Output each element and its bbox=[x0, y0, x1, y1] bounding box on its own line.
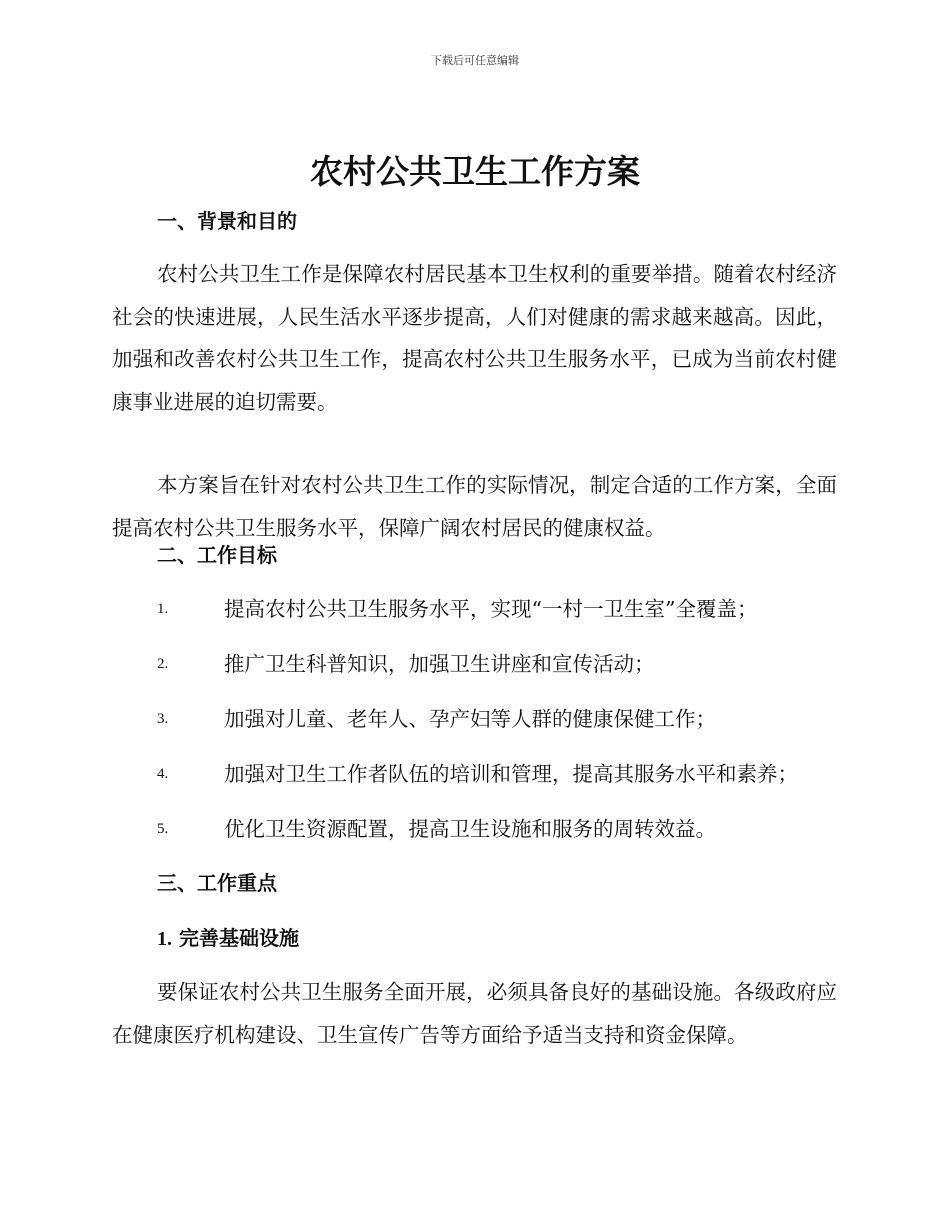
section-heading-focus: 三、工作重点 bbox=[157, 871, 277, 895]
paragraph-background-2: 本方案旨在针对农村公共卫生工作的实际情况，制定合适的工作方案，全面提高农村公共卫生服务水平，保障广阔农村居民的健康权益。 bbox=[112, 473, 837, 540]
goal-item-text: 推广卫生科普知识，加强卫生讲座和宣传活动； bbox=[224, 652, 655, 676]
goal-item bbox=[157, 704, 847, 734]
paragraph-background-1: 农村公共卫生工作是保障农村居民基本卫生权利的重要举措。随着农村经济社会的快速进展，人民生活水平逐步提高，人们对健康的需求越来越高。因此，加强和改善农村公共卫生工作，提高农村公共卫生服务水平，已成为当前农村健康事业进展的迫切需要。 bbox=[112, 262, 837, 414]
goal-item-text: 提高农村公共卫生服务水平，实现“一村一卫生室”全覆盖； bbox=[224, 597, 758, 621]
goal-item-text: 优化卫生资源配置，提高卫生设施和服务的周转效益。 bbox=[224, 817, 716, 841]
goal-item-number: 1. bbox=[157, 601, 169, 617]
subsection-heading-infrastructure bbox=[157, 924, 299, 953]
goal-item bbox=[157, 649, 847, 679]
goal-item-text: 加强对卫生工作者队伍的培训和管理，提高其服务水平和素养； bbox=[224, 762, 798, 786]
page-header: 下载后可任意编辑 bbox=[431, 54, 519, 67]
goal-item-number: 4. bbox=[157, 766, 169, 782]
goal-item-number: 2. bbox=[157, 656, 169, 672]
document-title: 农村公共卫生工作方案 bbox=[310, 152, 640, 191]
section-heading-background: 一、背景和目的 bbox=[157, 209, 297, 233]
goal-item-number: 5. bbox=[157, 821, 169, 837]
goal-item-number: 3. bbox=[157, 711, 169, 727]
subsection-title: 完善基础设施 bbox=[178, 926, 299, 950]
section-heading-goals: 二、工作目标 bbox=[157, 543, 277, 567]
subsection-number: 1. bbox=[157, 928, 172, 950]
goal-item bbox=[157, 594, 847, 624]
goal-item bbox=[157, 814, 847, 844]
goal-item bbox=[157, 759, 847, 789]
paragraph-infrastructure: 要保证农村公共卫生服务全面开展，必须具备良好的基础设施。各级政府应在健康医疗机构建设、卫生宣传广告等方面给予适当支持和资金保障。 bbox=[112, 980, 837, 1047]
goal-item-text: 加强对儿童、老年人、孕产妇等人群的健康保健工作； bbox=[224, 707, 716, 731]
